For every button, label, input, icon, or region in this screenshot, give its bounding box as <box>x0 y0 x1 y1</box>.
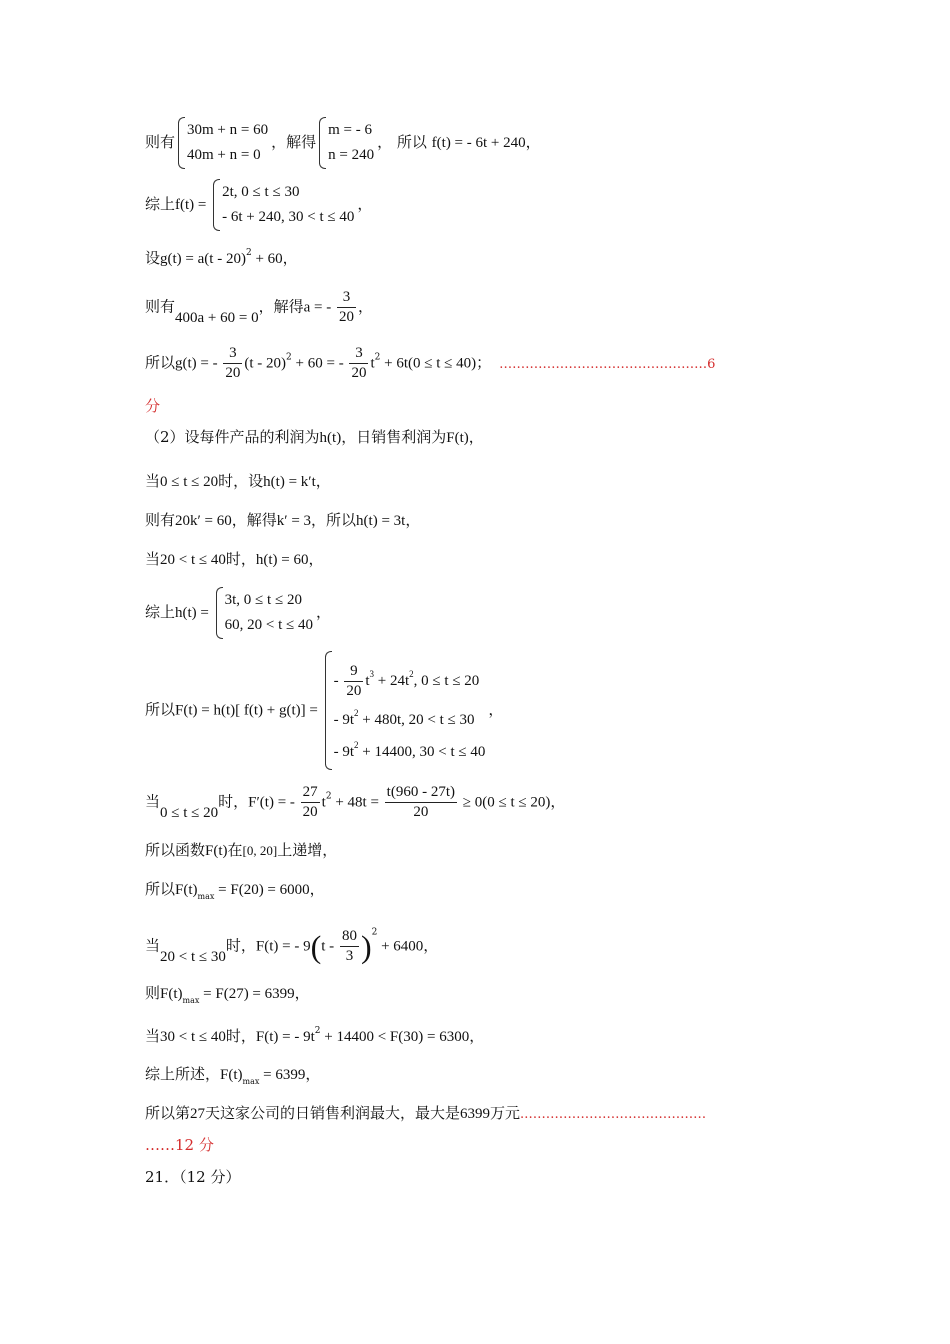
text-lead: 所以 <box>145 880 176 898</box>
exponent: 2 <box>354 740 359 751</box>
formula-Ft: F(t) <box>205 843 228 859</box>
text-a: 所以第 <box>145 1104 191 1122</box>
formula: a = - <box>303 299 335 316</box>
condition: 0 ≤ t ≤ 20 <box>160 474 219 490</box>
score-dots: …………………………………………6 <box>499 356 716 372</box>
sign: - <box>333 673 343 689</box>
denominator: 20 <box>338 309 354 325</box>
equation: 30m + n = 60 <box>187 122 269 138</box>
text-mid: ，解得 <box>258 297 304 316</box>
case: - 6t + 240, 30 < t ≤ 40 <box>222 209 355 225</box>
piecewise-Ft <box>325 652 486 769</box>
fraction <box>301 783 320 822</box>
fraction <box>385 783 457 822</box>
formula: = 6399， <box>259 1067 321 1083</box>
line-max-2 <box>145 986 310 1005</box>
text-mid: ，解得 <box>231 511 277 529</box>
formula-Ft: F(t) <box>175 882 198 898</box>
formula: k′ = 3 <box>276 513 312 529</box>
fraction <box>349 344 368 383</box>
formula-lhs: f(t) = <box>175 197 211 213</box>
numerator: 9 <box>344 662 363 682</box>
exponent: 2 <box>314 1026 321 1036</box>
text-mid: 时，设 <box>218 472 264 490</box>
fraction <box>344 662 363 701</box>
fraction <box>340 927 359 966</box>
fraction <box>223 344 242 383</box>
formula: - 9t <box>333 744 355 761</box>
line-solve-k <box>145 513 420 529</box>
text-lead: 综上 <box>145 195 176 213</box>
subscript: max <box>197 892 215 901</box>
case-3 <box>334 733 486 765</box>
text-lead: 当 <box>145 792 161 811</box>
formula-Ft: F(t) <box>160 986 183 1002</box>
formula-ft: f(t) = - 6t + 240， <box>431 135 541 151</box>
formula: t <box>365 673 370 689</box>
text-tail: ， <box>316 603 332 621</box>
formula: , 0 ≤ t ≤ 20 <box>413 673 480 689</box>
formula-lhs: h(t) = <box>175 605 213 621</box>
equation: 40m + n = 0 <box>187 147 261 163</box>
text-lead: 所以函数 <box>145 841 206 859</box>
text-mid: 时， <box>225 1027 256 1045</box>
text-lead: 综上所述， <box>145 1065 221 1083</box>
text-jiede: ，解得 <box>271 133 317 151</box>
text-zeyou: 则有 <box>145 133 176 151</box>
text-mid: 在 <box>227 841 243 859</box>
line-solve-a <box>145 288 373 327</box>
interval: [0, 20] <box>242 843 278 858</box>
paren-left: ( <box>310 928 322 965</box>
formula: + 6400， <box>377 938 439 955</box>
formula: F(t) = - 9t <box>255 1029 315 1045</box>
text-mid: 时， <box>218 792 249 811</box>
text-tail: ， <box>315 472 331 490</box>
text-lead: （2）设每件产品的利润为 <box>145 428 320 446</box>
text-tail: ， <box>357 297 373 316</box>
line-ft-piecewise <box>145 180 372 230</box>
formula-lhs: F(t) = h(t)[ f(t) + g(t)] = <box>175 702 322 719</box>
formula: F(t) = - 9 <box>255 938 311 955</box>
text-lead: 则有 <box>145 297 176 316</box>
formula: t <box>321 794 326 811</box>
line-Ft-piecewise <box>145 652 503 769</box>
text-lead: 所以 <box>145 700 176 719</box>
condition: 20 < t ≤ 30 <box>160 948 226 965</box>
text-mid: ，日销售利润为 <box>341 428 447 446</box>
condition: 0 ≤ t ≤ 20 <box>160 804 219 821</box>
score-dots: .…………………………………… <box>520 1107 707 1122</box>
equation: n = 240 <box>328 147 375 163</box>
line-summary <box>145 1067 320 1086</box>
text-tail: ， <box>308 550 324 568</box>
formula: + 6t(0 ≤ t ≤ 40)； <box>380 355 492 372</box>
text-lead: 设 <box>145 249 161 267</box>
line-case-30-40 <box>145 1027 484 1045</box>
denominator: 20 <box>302 804 318 820</box>
text-lead: 当 <box>145 936 161 955</box>
piecewise-ht <box>216 588 313 638</box>
equation-system-2 <box>319 118 374 168</box>
text-b: 天这家公司的日销售利润最大，最大是 <box>205 1104 461 1122</box>
text-lead: 当 <box>145 1027 161 1045</box>
numerator: 80 <box>340 927 359 947</box>
number-day: 27 <box>190 1106 206 1122</box>
case: 60, 20 < t ≤ 40 <box>224 617 313 633</box>
exponent: 2 <box>286 352 292 363</box>
text-lead: 则有 <box>145 511 176 529</box>
equation: m = - 6 <box>328 122 372 138</box>
denominator: 20 <box>413 804 429 820</box>
formula: + 14400 < F(30) = 6300， <box>320 1029 485 1045</box>
text-mid: 时， <box>225 936 256 955</box>
line-increasing <box>145 843 337 859</box>
exponent: 2 <box>245 248 252 258</box>
numerator: 3 <box>337 288 356 308</box>
formula: 400a + 60 = 0 <box>175 309 259 326</box>
text-lead: 则 <box>145 984 161 1002</box>
denominator: 20 <box>225 365 241 381</box>
text-suoyi: ， 所以 <box>377 133 427 151</box>
text-tail: ， <box>405 511 421 529</box>
formula-Ft: F(t) <box>220 1067 243 1083</box>
condition: 30 < t ≤ 40 <box>160 1029 226 1045</box>
formula-tail: + 60， <box>251 251 298 267</box>
numerator: t(960 - 27t) <box>385 783 457 803</box>
numerator: 27 <box>301 783 320 803</box>
text-mid: 时， <box>225 550 256 568</box>
case: 3t, 0 ≤ t ≤ 20 <box>224 592 302 608</box>
line-solve-mn <box>145 118 541 168</box>
formula: + 48t = <box>331 794 383 811</box>
line-derivative <box>145 783 565 822</box>
formula: 20k′ = 60 <box>175 513 232 529</box>
score-6: 分 <box>145 397 161 415</box>
text-tail: ， <box>468 428 484 446</box>
question-21-heading: 21．（12 分） <box>145 1168 241 1186</box>
fraction <box>337 288 356 327</box>
formula: F′(t) = - <box>248 794 299 811</box>
text-suoyi: ，所以 <box>311 511 357 529</box>
text-lead: 所以 <box>145 353 176 372</box>
line-part2 <box>145 430 484 446</box>
text-c: 万元 <box>490 1104 521 1122</box>
exponent: 2 <box>374 352 381 363</box>
case-2 <box>334 701 486 733</box>
text-lead: 当 <box>145 550 161 568</box>
line-ht-piecewise <box>145 588 331 638</box>
denominator: 20 <box>351 365 367 381</box>
piecewise-ft <box>213 180 354 230</box>
line-case-20-30 <box>145 927 438 966</box>
formula: ≥ 0(0 ≤ t ≤ 20)， <box>459 794 566 811</box>
line-set-gt <box>145 249 298 267</box>
formula: g(t) = - <box>175 355 222 372</box>
exponent: 3 <box>369 669 375 679</box>
paren-right: ) <box>360 928 372 965</box>
line-ht-case1 <box>145 474 331 490</box>
condition: 20 < t ≤ 40 <box>160 552 226 568</box>
formula: = F(27) = 6399， <box>199 986 310 1002</box>
line-max-1 <box>145 882 325 901</box>
number-profit: 6399 <box>460 1106 491 1122</box>
exponent: 2 <box>325 791 332 802</box>
numerator: 3 <box>349 344 368 364</box>
formula: h(t) = 60 <box>255 552 309 568</box>
text-lead: 当 <box>145 472 161 490</box>
formula: t <box>370 355 375 372</box>
exponent: 2 <box>409 669 414 679</box>
formula-ht: h(t) <box>319 430 342 446</box>
equation-system-1 <box>178 118 268 168</box>
denominator: 3 <box>345 948 354 964</box>
text-tail: ， <box>488 700 504 719</box>
subscript: max <box>182 996 200 1005</box>
exponent: 2 <box>371 927 378 938</box>
formula: + 24t <box>374 673 410 689</box>
text-lead: 综上 <box>145 603 176 621</box>
line-ht-case2 <box>145 552 324 568</box>
line-conclusion <box>145 1106 706 1122</box>
text-tail: 上递增， <box>277 841 338 859</box>
numerator: 3 <box>223 344 242 364</box>
formula-gt: g(t) = a(t - 20) <box>160 251 246 267</box>
formula: + 480t, 20 < t ≤ 30 <box>358 712 475 729</box>
formula: h(t) = k′t <box>263 474 316 490</box>
exponent: 2 <box>354 708 359 719</box>
formula: t - <box>321 938 338 955</box>
formula: - 9t <box>333 712 355 729</box>
score-12: ……12 分 <box>145 1136 214 1154</box>
case-1 <box>334 656 486 701</box>
formula-Ft: F(t) <box>446 430 469 446</box>
formula: h(t) = 3t <box>356 513 406 529</box>
formula: + 14400, 30 < t ≤ 40 <box>358 744 486 761</box>
formula: = F(20) = 6000， <box>214 882 325 898</box>
line-gt-result <box>145 344 715 383</box>
formula: + 60 = - <box>291 355 348 372</box>
subscript: max <box>242 1077 260 1086</box>
denominator: 20 <box>346 683 362 700</box>
text-tail: ， <box>357 195 373 213</box>
formula: (t - 20) <box>244 355 287 372</box>
case: 2t, 0 ≤ t ≤ 30 <box>222 184 300 200</box>
